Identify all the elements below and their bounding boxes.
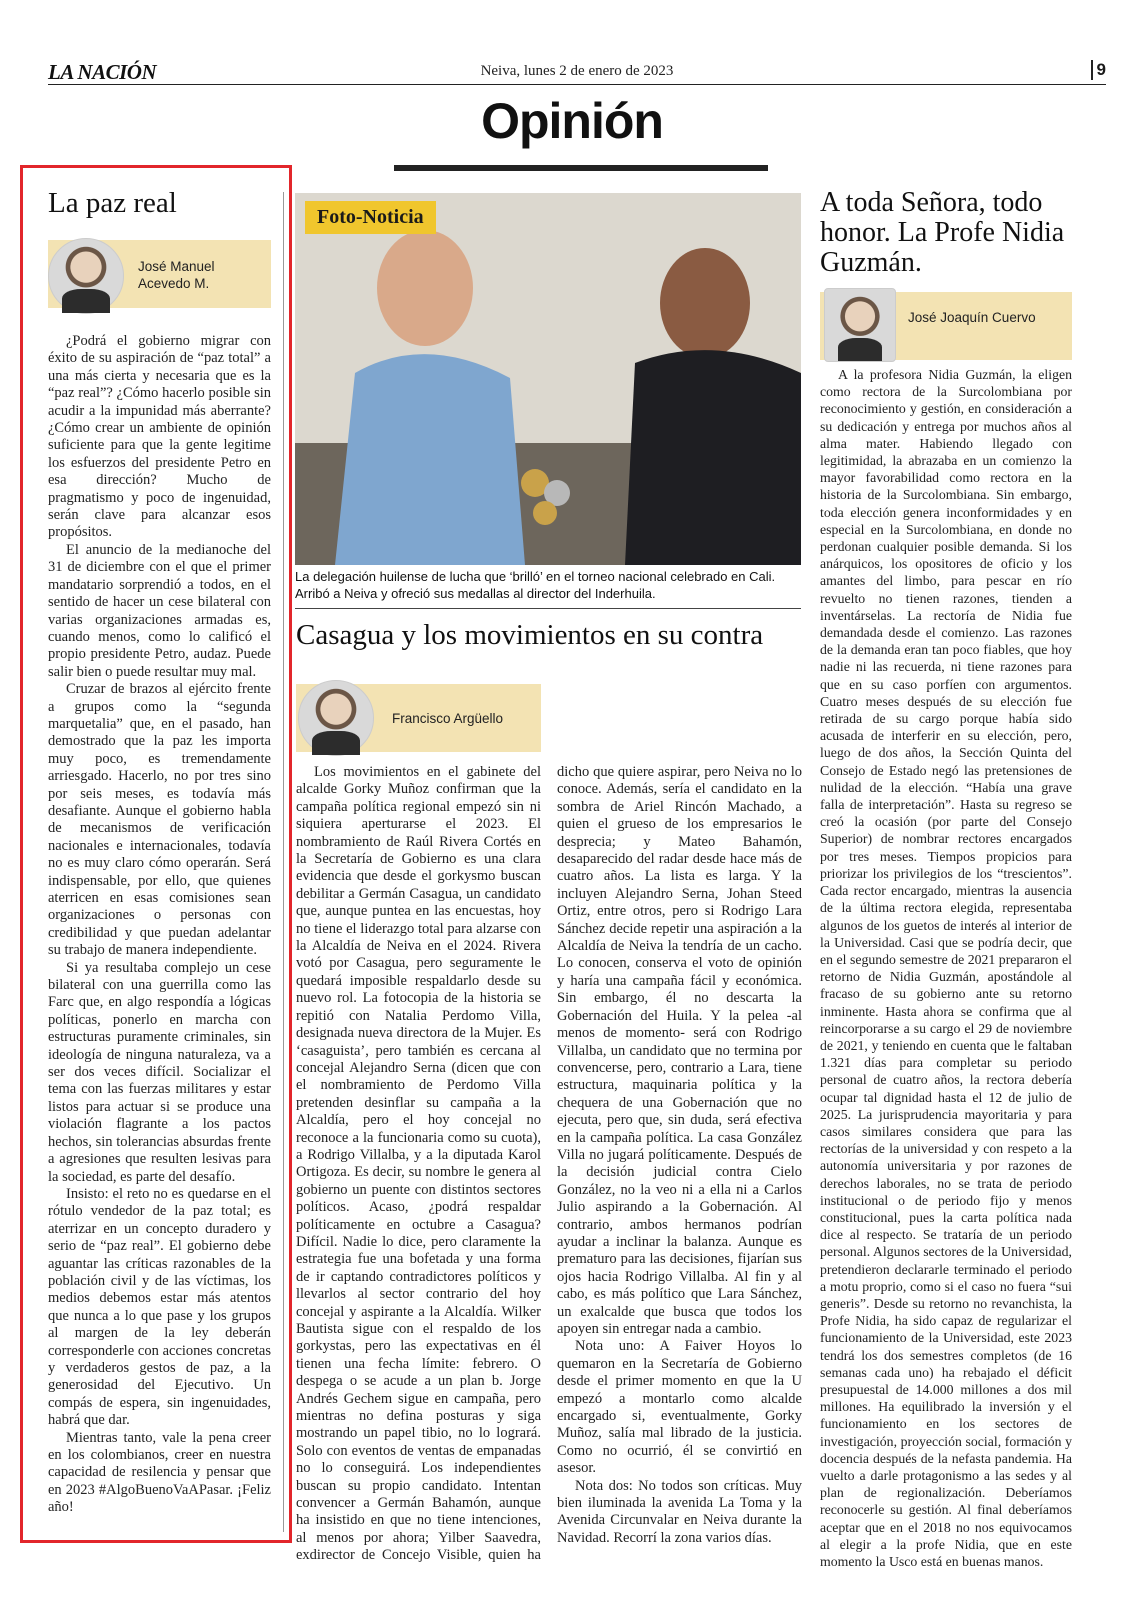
section-title: Opinión [481, 93, 663, 149]
caption-rule [295, 608, 801, 609]
news-photo [295, 193, 801, 565]
photo-caption: La delegación huilense de lucha que ‘brilló’ en el torneo nacional celebrado en Cali. Arribó a Neiva y ofreció sus medallas al director del Inderhuila. [295, 569, 776, 601]
right-article [820, 187, 1072, 1570]
paragraph: ¿Podrá el gobierno migrar con éxito de su aspiración de “paz total” a una más cierta y necesaria que es la “paz real”? ¿Cómo hacerlo posible sin acudir a la impunidad más aberrante? ¿Cómo crear un ambiente de opinión suficiente para que la gente legitime los esfuerzos del presidente Petro en esa dirección? Mucho de pragmatismo y poco de ingenuidad, serán clave para alcanzar esos propósitos. [48, 333, 271, 541]
left-article [48, 187, 271, 1516]
right-article-byline [820, 292, 1072, 360]
paragraph: Si ya resultaba complejo un cese bilateral con una guerrilla como las Farc que, en algo respondía a lógicas políticas, ponerlo en marcha con estructuras puramente criminales, sin ideología de ninguna naturaleza, va a ser dos veces difícil. Socializar el tema con las fuerzas militares y estar listos para actuar si se produce una violación flagrante a los pactos hechos, sin tolerancias absurdas frente a agresiones que resulten lesivas para la sociedad, es parte del desafío. [48, 959, 271, 1185]
section-rule [394, 165, 768, 171]
page-number: 9 [1091, 60, 1106, 80]
right-article-author: José Joaquín Cuervo [908, 310, 1036, 325]
paragraph: A la profesora Nidia Guzmán, la eligen como rectora de la Surcolombiana por reconocimiento y gestión, en consideración a su dedicación y entrega por muchos años al alma mater. Habiendo llegado con legitimidad, la abrazaba en un comienzo la mayor favorabilidad como rectora en la historia de la Surcolombiana. Sin embargo, toda elección genera inconformidades y en especial en la Surcolombiana, en donde no perdonan cualquier posible demanda. Si los anárquicos, los opositores de oficio y los amantes del limbo, para pescar en río revuelto no tienen razones, tienden a inventárselas. La rectoría de Nidia fue demandada desde el comienzo. Las razones de la demanda eran tan poco fiables, que hoy nadie ni las recuerda, ni tiene razones para que en su caso porfíen con argumentos. Cuatro meses después de su elección fue retirada de su cargo porque había sido acusada de interferir en su elección, pero, luego de dos años, la Sección Quinta del Consejo de Estado negó las pretensiones de nulidad de la elección. “Había una grave falla de interpretación”. Hasta su regreso se creó la ocasión (por parte del Consejo Superior) de nombrar rectores encargados por tres meses. Tiempos propicios para priorizar los privilegios de los “trescientos”. Cada rector encargado, mientras la ausencia de la última rectora elegida, representaba algunos de los guetos de interés al interior de la Universidad. Casi que se podría decir, que en el segundo semestre de 2021 prepararon el retorno de Nidia Guzmán, apostándole al fracaso de su gobierno ante su retorno inminente. Hasta ahora se confirma que al reincorporarse a su cargo el 29 de noviembre de 2021, y teniendo en cuenta que le faltaban 1.321 días para completar su periodo personal de cuatro años, la rectora debería ocupar tal dignidad hasta el 12 de julio de 2025. La jurisprudencia mayoritaria y para casos similares considera que para las rectorías de la universidad y con respeto a la autonomía universitaria y por razones de derechos laborales, no se trata de periodo institucional o de periodo fijo y menos constitucional, pues la carta política nada dice al respecto. Se trataría de un periodo personal. Algunos sectores de la Universidad, pretendieron declararle terminado el periodo a motu proprio, como si el caso no fuera “sui generis”. Desde su retorno no revanchista, la Profe Nidia, ha sido capaz de regularizar el funcionamiento de la Universidad, este 2023 tendrá los dos semestres completos (de 16 semanas cada uno) ha rebajado el déficit presupuestal de 14.000 millones a dos mil millones. Ha equilibrado la inversión y el funcionamiento en los sectores de investigación, proyección social, formación y docencia después de la nefasta pandemia. Ha vuelto a darle protagonismo a las sedes y al plan de regionalización. Deberíamos reconocerle su gestión. Al final deberíamos aceptar que en el 2018 no nos equivocamos al elegir a la profe Nidia, que en este momento la Usco está en buenas manos. [820, 367, 1072, 1570]
paragraph: Mientras tanto, vale la pena creer en los colombianos, creer en nuestra capacidad de resilencia y pensar que en 2023 #AlgoBuenoVaAPasar. ¡Feliz año! [48, 1429, 271, 1516]
paragraph: Nota dos: No todos son críticas. Muy bien iluminada la avenida La Toma y la Avenida Circunvalar en Neiva durante la Navidad. Recorrí la zona varios días. [557, 1477, 802, 1546]
paragraph: El anuncio de la medianoche del 31 de diciembre con el que el primer mandatario sorprendió a todos, en el sentido de hacer un cese bilateral con varias organizaciones armadas es, cuando menos, como lo calificó el propio presidente Petro, audaz. Puede salir bien o puede resultar muy mal. [48, 541, 271, 680]
paragraph: Los movimientos en el gabinete del alcalde Gorky Muñoz confirman que la campaña política regional empezó sin ni siquiera aperturarse el 2023. El nombramiento de Raúl Rivera Cortés en la Secretaría de Gobierno es una clara evidencia que desde el gorkysmo buscan debilitar a Germán Casagua, un candidato que, aunque puntea en las encuestas, hoy no tiene el liderazgo total para alzarse con la Alcaldía de Neiva en el 2024. Rivera votó por Casagua, pero seguramente le quedará imposible respaldarlo desde su nuevo rol. La fotocopia de la historia se repitió con Natalia Perdomo Villa, designada nueva directora de la Mujer. Es ‘casaguista’, pero también es cercana al concejal Alejandro Serna (dicen que con el nombramiento de Perdomo Villa pretenden desinflar su campaña a la Alcaldía, pero el hoy concejal no reconoce a la funcionaria como su cuota), a Rodrigo Villalba, y a la diputada Karol Ortigoza. Es decir, su nombre le genera al gobierno un puente con distintos sectores políticos. Acaso, ¿podrá respaldar políticamente en octubre a Casagua? Difícil. Nadie lo dice, pero claramente la estrategia fue una bofetada y una forma de ir captando contradictores políticos y llevarlos al sector contrario del hoy concejal y aspirante a la Alcaldía. Wilker Bautista sigue con el respaldo de los gorkystas, pero las expectativas en él tienen una fecha límite: febrero. O despega o se acude a un plan b. Jorge Andrés Gechem sigue en campaña, pero mientras no defina posturas y siga mostrando un papel tibio, no lo logrará. Solo con eventos de ventas de empanadas no lo conseguirá. Los independientes buscan su propio candidato. Intentan convencer a Germán Bahamón, aunque ha insistido en que no tiene intenciones, al menos por ahora; Yilber Saavedra, exdirector de Concejo Visible, quien ha dicho que quiere aspirar, pero Neiva no lo conoce. Además, sería el candidato en la sombra de Ariel Rincón Machado, a quien el grueso de los empresarios le desprecia; y Mateo Bahamón, desaparecido del radar desde hace más de cuatro años. La lista es larga. Y la incluyen Alejandro Serna, Johan Steed Ortiz, entre otros, pero si Rodrigo Lara Sánchez decide repetir una aspiración a la Alcaldía de Neiva la tendría de un cacho. Lo conocen, conserva el voto de opinión y haría una campaña fácil y económica. Sin embargo, él no descarta la Gobernación del Huila. Y la pelea -al menos de momento- será con Rodrigo Villalba, un candidato que no termina por convencerse, pero, contrario a Lara, tiene estructura, maquinaria política y la chequera de una Gobernación que no ejecuta, pero que, sin duda, será efectiva en la campaña política. La casa González Villa no jugará políticamente. Después de la decisión judicial contra Cielo González, no la veo ni a ella ni a Carlos Julio aspirando a la Gobernación. Al contrario, ambos hermanos podrían ayudar a inclinar la balanza. Aunque es prematuro para las decisiones, fijarían sus ojos hacia Rodrigo Villalba. Al fin y al cabo, es más político que Lara Sánchez, un exalcalde que busca que todos los apoyen sin entregar nada a cambio. [296, 764, 802, 1564]
photo-news-tag: Foto-Noticia [305, 201, 436, 234]
masthead [48, 58, 1106, 85]
dateline: Neiva, lunes 2 de enero de 2023 [480, 63, 674, 79]
right-article-body [820, 366, 1072, 1570]
paragraph: Nota uno: A Faiver Hoyos lo quemaron en la Secretaría de Gobierno desde el primer momento en que la U empezó a montarlo como alcalde encargado si, eventualmente, Gorky Muñoz, salía mal librado de la justicia. Como no ocurrió, él se convirtió en asesor. [557, 1338, 802, 1477]
middle-article-body [296, 764, 802, 1565]
middle-article-author: Francisco Argüello [392, 711, 504, 726]
column-divider [283, 192, 284, 1532]
right-article-headline: A toda Señora, todo honor. La Profe Nidia Guzmán. [820, 187, 1065, 279]
author-photo [48, 238, 124, 314]
middle-article [296, 619, 802, 726]
author-photo [298, 680, 374, 756]
left-article-author: José Manuel Acevedo M. [138, 259, 215, 291]
middle-article-byline [296, 684, 541, 752]
paragraph: Cruzar de brazos al ejército frente a grupos como la “segunda marquetalia” que, en el pasado, han demostrado que la paz les importa muy poco, es tremendamente arriesgado. Hacerlo, no por tres sino por seis meses, es todavía más desafiante. Aunque el gobierno habla de mecanismos de verificación nacionales e internacionales, todavía no es muy claro cómo operarán. Será indispensable, por ello, que quienes aterricen en esas comisiones sean organizaciones o personas con credibilidad y que puedan adelantar su trabajo de manera independiente. [48, 681, 271, 959]
left-article-byline [48, 240, 271, 308]
left-article-body [48, 333, 271, 1517]
author-photo [824, 288, 896, 362]
photo-illustration [295, 193, 801, 565]
newspaper-logo: LA NACIÓN [48, 60, 157, 84]
paragraph: Insisto: el reto no es quedarse en el rótulo vendedor de la paz total; es aterrizar en un concepto duradero y serio de “paz real”. El gobierno debe aguantar las críticas razonables de la población civil y de las víctimas, los medios debemos estar más atentos que nunca a lo que pase y los grupos al margen de la ley deberán corresponderle con acciones concretas y verdaderos gestos de paz, a la generosidad del Ejecutivo. Un compás de espera, sin ingenuidades, habrá que dar. [48, 1185, 271, 1429]
left-article-headline: La paz real [48, 187, 177, 219]
middle-article-headline: Casagua y los movimientos en su contra [296, 619, 764, 651]
